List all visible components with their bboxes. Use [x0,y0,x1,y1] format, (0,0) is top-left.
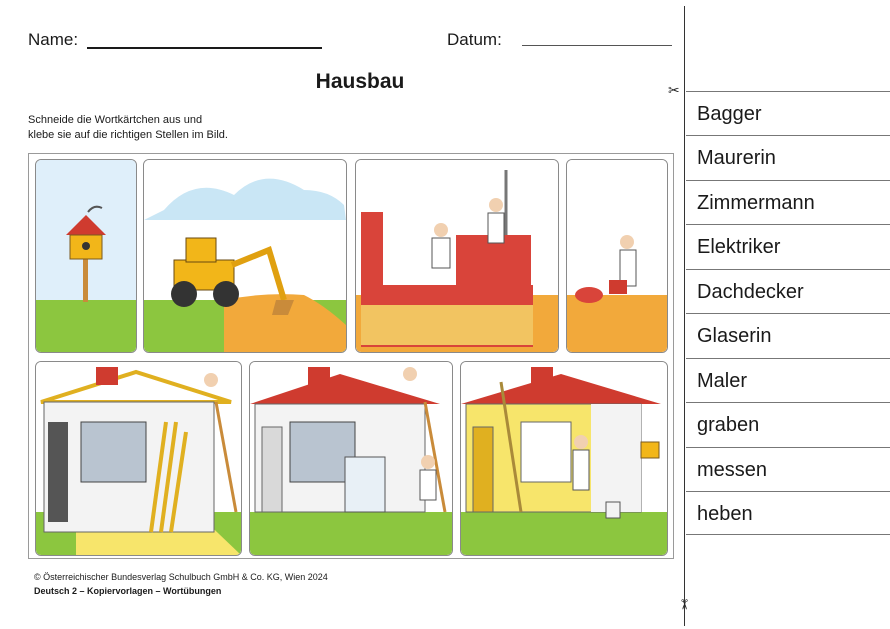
name-line[interactable] [87,47,322,49]
scissors-icon-bottom: ✂ [676,598,693,611]
word-card[interactable]: Elektriker [686,224,890,268]
word-card[interactable]: Dachdecker [686,269,890,313]
panel-painter [460,361,668,556]
carpenter-illustration [36,362,241,555]
cut-line[interactable] [684,6,685,626]
word-card[interactable]: messen [686,447,890,491]
word-card[interactable]: Maler [686,358,890,402]
panel-bricklayer [355,159,559,353]
scissors-icon-top: ✂ [668,82,680,98]
illustration-frame [28,153,674,559]
instruction-line-2: klebe sie auf die richtigen Stellen im Bild. [28,129,228,141]
panel-glazier [249,361,453,556]
word-card[interactable]: Maurerin [686,135,890,179]
series-text: Deutsch 2 – Kopiervorlagen – Wortübungen [34,586,222,596]
word-card[interactable]: heben [686,491,890,535]
panel-carpenter [35,361,242,556]
panel-birdhouse [35,159,137,353]
word-card[interactable]: Zimmermann [686,180,890,224]
painter-illustration [461,362,667,555]
page-title: Hausbau [315,70,405,93]
instructions [28,113,328,143]
panel-excavator [143,159,347,353]
panel-carpet [566,159,668,353]
glazier-illustration [250,362,452,555]
word-card[interactable]: Bagger [686,91,890,135]
bricklayer-illustration [356,160,558,352]
birdhouse-illustration [36,160,136,352]
date-label: Datum: [447,30,502,49]
name-label: Name: [28,30,79,49]
carpet-illustration [567,160,667,352]
instruction-line-1: Schneide die Wortkärtchen aus und [28,114,203,126]
word-card[interactable]: graben [686,402,890,446]
excavator-illustration [144,160,346,352]
date-line[interactable] [522,45,672,46]
word-card[interactable]: Glaserin [686,313,890,357]
copyright-text: © Österreichischer Bundesverlag Schulbuch GmbH & Co. KG, Wien 2024 [34,572,328,582]
